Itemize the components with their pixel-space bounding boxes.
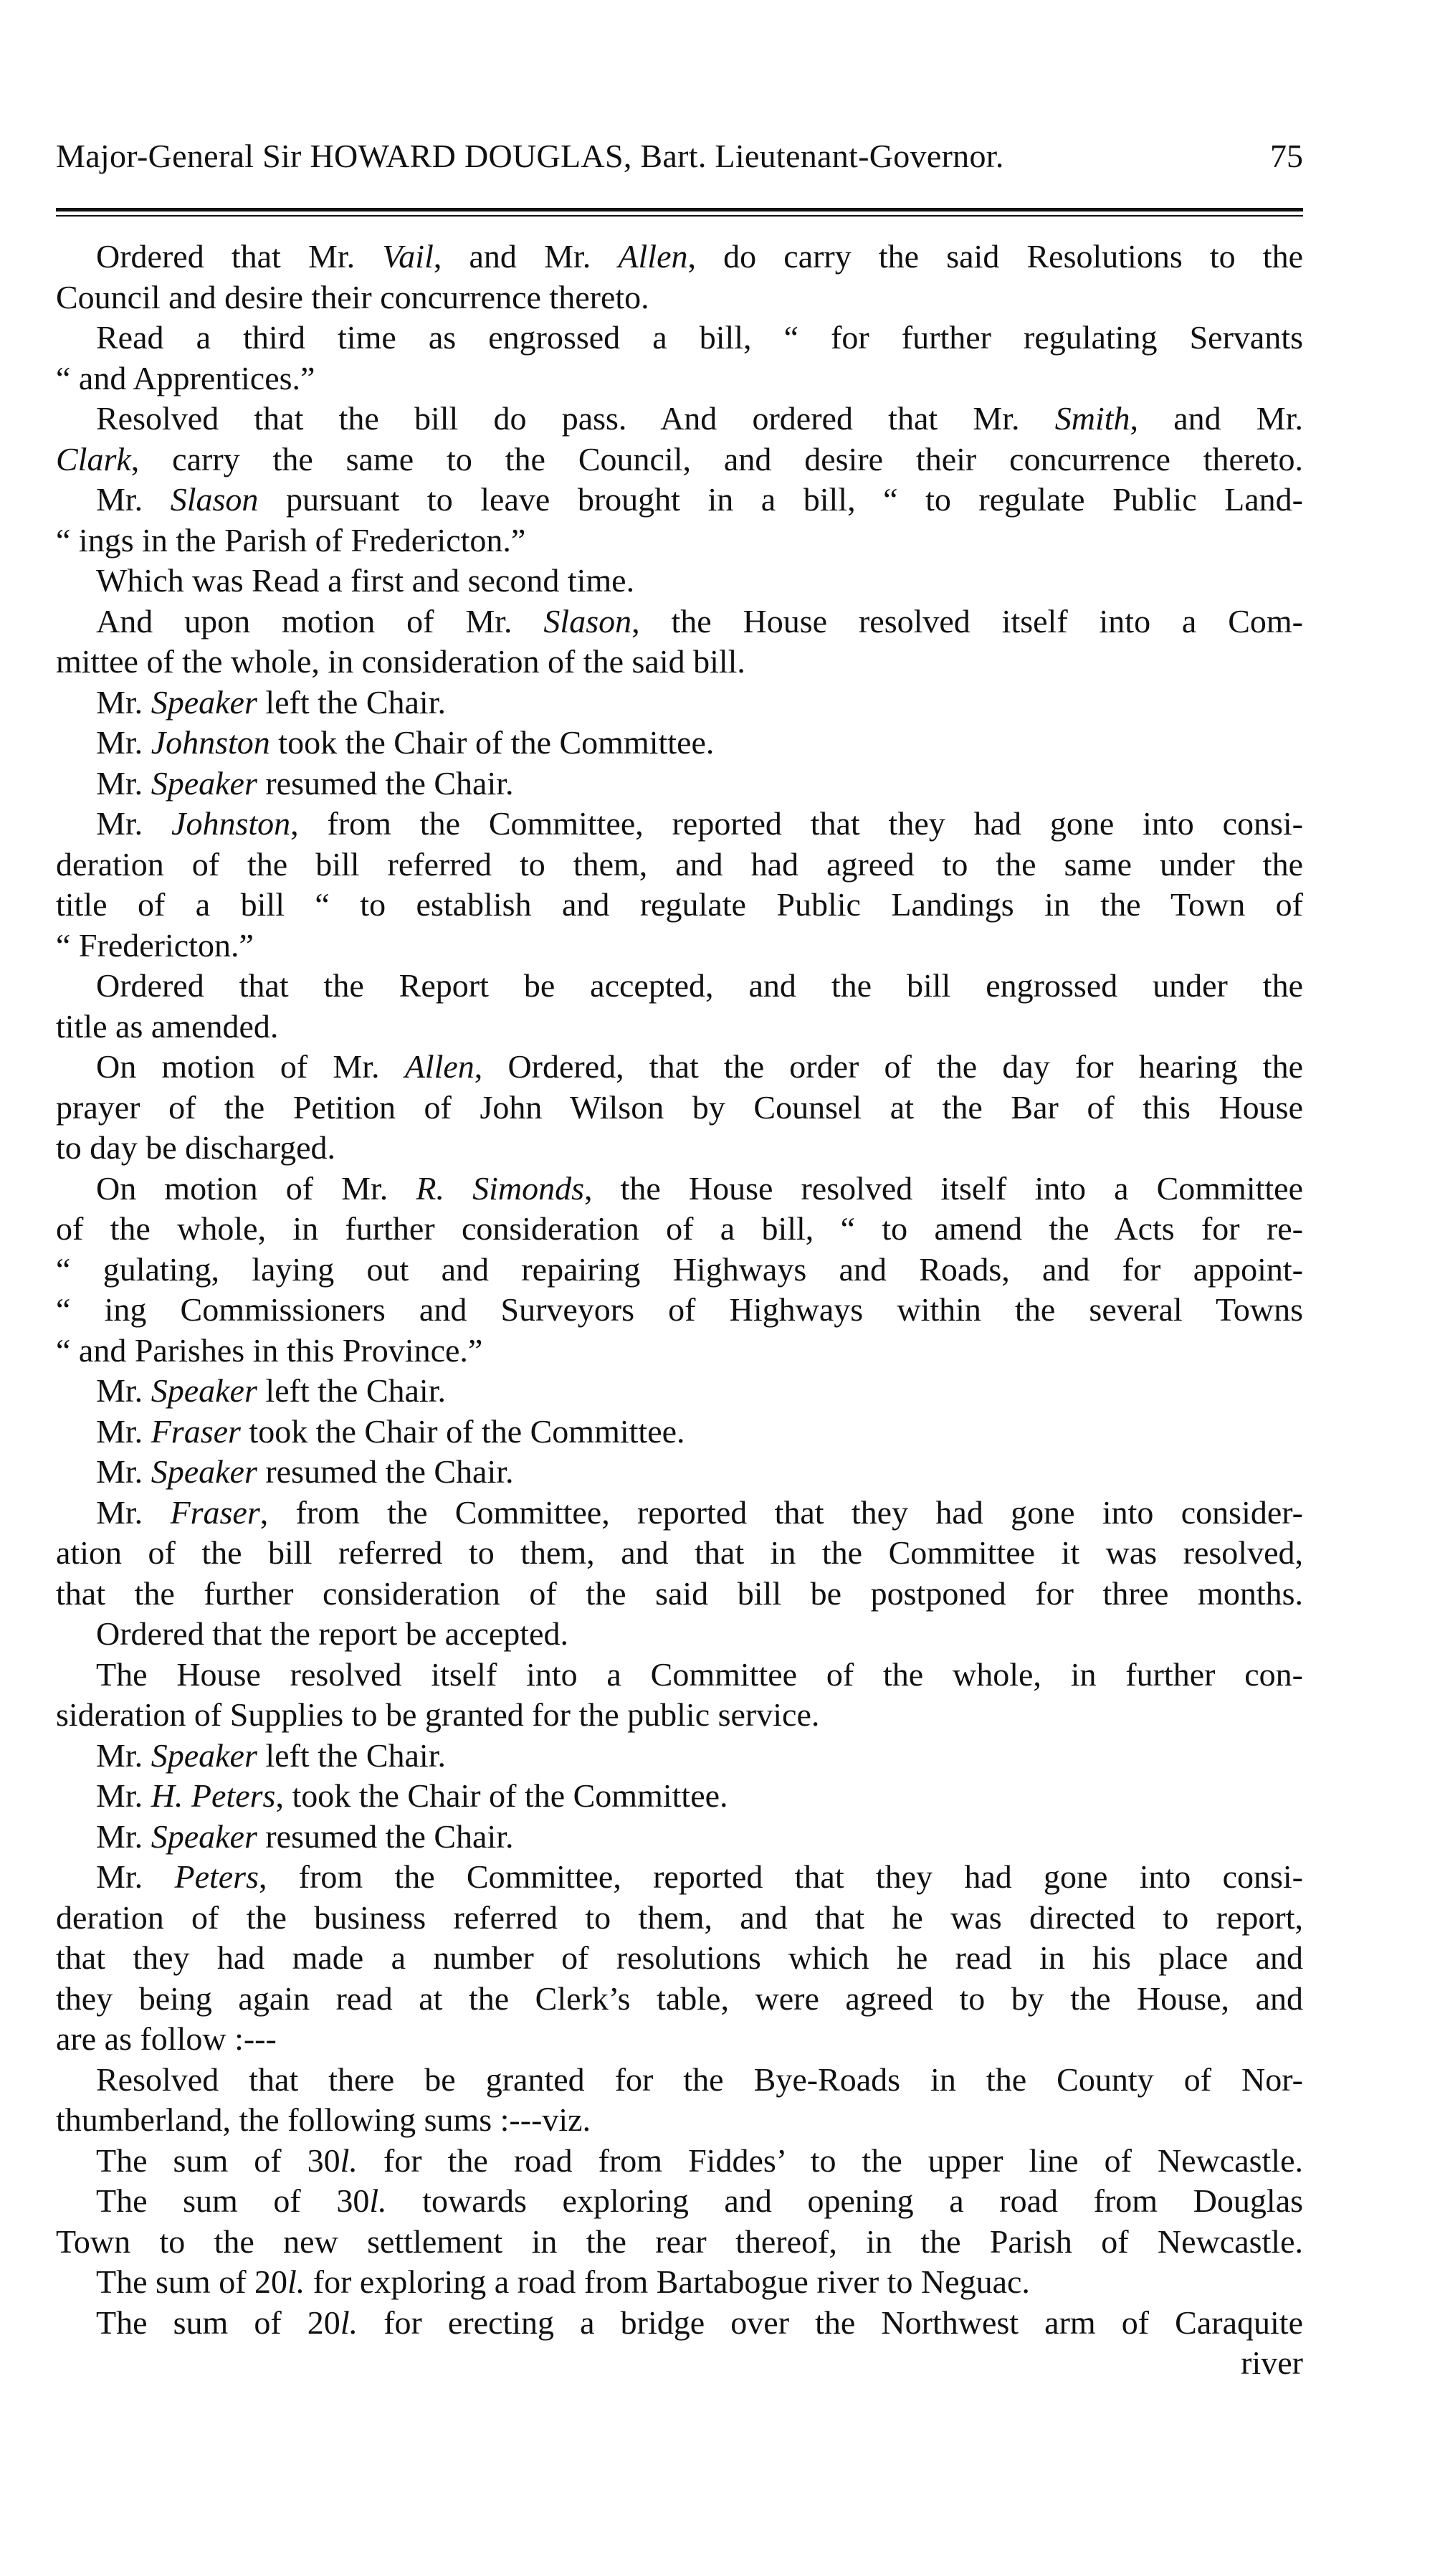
text-line: Mr. Slason pursuant to leave brought in a bill, “ to regulate Public Land- xyxy=(96,481,1303,518)
running-header xyxy=(56,135,1303,185)
text-line: Clark, carry the same to the Council, and desire their concurrence thereto. xyxy=(56,440,1303,477)
text-line: title of a bill “ to establish and regulate Public Landings in the Town of xyxy=(56,886,1303,923)
text-line: Mr. Speaker resumed the Chair. xyxy=(96,1817,514,1855)
text-line: mittee of the whole, in consideration of the said bill. xyxy=(56,643,745,680)
text-line: Which was Read a first and second time. xyxy=(96,562,635,599)
text-line: Mr. Speaker left the Chair. xyxy=(96,1372,446,1409)
journal-text-body xyxy=(56,237,1303,2384)
text-line: On motion of Mr. R. Simonds, the House resolved itself into a Committee xyxy=(96,1169,1303,1207)
text-line: ation of the bill referred to them, and that in the Committee it was resolved, xyxy=(56,1534,1303,1571)
text-line: Ordered that Mr. Vail, and Mr. Allen, do carry the said Resolutions to the xyxy=(96,238,1303,275)
text-line: Mr. Peters, from the Committee, reported that they had gone into consi- xyxy=(96,1858,1303,1895)
text-line: “ Fredericton.” xyxy=(56,926,254,964)
text-line: to day be discharged. xyxy=(56,1129,336,1166)
text-line: Council and desire their concurrence thereto. xyxy=(56,278,649,315)
header-rule-thick xyxy=(56,208,1303,212)
text-line: deration of the bill referred to them, and had agreed to the same under the xyxy=(56,845,1303,883)
text-line: sideration of Supplies to be granted for the public service. xyxy=(56,1696,820,1733)
text-line: Read a third time as engrossed a bill, “ for further regulating Servants xyxy=(96,319,1303,356)
text-line: Mr. Fraser took the Chair of the Committee. xyxy=(96,1412,685,1450)
text-line: The sum of 30l. towards exploring and opening a road from Douglas xyxy=(96,2182,1303,2219)
text-line: Mr. Speaker left the Chair. xyxy=(96,1736,446,1774)
text-line: Town to the new settlement in the rear thereof, in the Parish of Newcastle. xyxy=(56,2223,1303,2260)
text-line: Mr. Johnston, from the Committee, reported that they had gone into consi- xyxy=(96,805,1303,842)
text-line: that the further consideration of the said bill be postponed for three months. xyxy=(56,1574,1303,1612)
text-line: Mr. Speaker resumed the Chair. xyxy=(96,1453,514,1490)
text-line: Mr. Johnston took the Chair of the Committee. xyxy=(96,724,715,761)
text-line: Mr. Speaker left the Chair. xyxy=(96,683,446,721)
text-line: Resolved that the bill do pass. And ordered that Mr. Smith, and Mr. xyxy=(96,400,1303,437)
text-line: are as follow :--- xyxy=(56,2020,277,2057)
text-line: “ gulating, laying out and repairing Highways and Roads, and for appoint- xyxy=(56,1250,1303,1288)
catchword: river xyxy=(1241,2344,1303,2381)
text-line: Mr. Fraser, from the Committee, reported that they had gone into consider- xyxy=(96,1493,1303,1531)
text-line: thumberland, the following sums :---viz. xyxy=(56,2101,591,2138)
text-line: Mr. Speaker resumed the Chair. xyxy=(96,764,514,802)
text-line: Ordered that the Report be accepted, and the bill engrossed under the xyxy=(96,967,1303,1004)
text-line: title as amended. xyxy=(56,1007,279,1045)
text-line: “ and Parishes in this Province.” xyxy=(56,1331,483,1369)
text-line: that they had made a number of resolutions which he read in his place and xyxy=(56,1939,1303,1976)
text-line: The sum of 20l. for erecting a bridge over the Northwest arm of Caraquite xyxy=(96,2304,1303,2341)
text-line: The sum of 20l. for exploring a road from Bartabogue river to Neguac. xyxy=(96,2263,1030,2300)
text-line: Resolved that there be granted for the Bye-Roads in the County of Nor- xyxy=(96,2061,1303,2098)
running-header-title: Major-General Sir HOWARD DOUGLAS, Bart. Lieutenant-Governor. xyxy=(56,138,1004,174)
text-line: they being again read at the Clerk’s table, were agreed to by the House, and xyxy=(56,1979,1303,2017)
page-number: 75 xyxy=(1270,138,1303,174)
text-line: “ ings in the Parish of Fredericton.” xyxy=(56,521,526,559)
text-line: of the whole, in further consideration of a bill, “ to amend the Acts for re- xyxy=(56,1210,1303,1247)
text-line: Mr. H. Peters, took the Chair of the Committee. xyxy=(96,1777,728,1814)
text-line: And upon motion of Mr. Slason, the House resolved itself into a Com- xyxy=(96,602,1303,640)
text-line: Ordered that the report be accepted. xyxy=(96,1615,568,1652)
text-line: “ ing Commissioners and Surveyors of Highways within the several Towns xyxy=(56,1291,1303,1328)
text-line: prayer of the Petition of John Wilson by Counsel at the Bar of this House xyxy=(56,1088,1303,1126)
text-line: “ and Apprentices.” xyxy=(56,359,315,396)
text-line: On motion of Mr. Allen, Ordered, that the order of the day for hearing the xyxy=(96,1048,1303,1085)
text-line: The House resolved itself into a Committee of the whole, in further con- xyxy=(96,1655,1303,1693)
header-rule-thin xyxy=(56,215,1303,217)
text-line: The sum of 30l. for the road from Fiddes’ to the upper line of Newcastle. xyxy=(96,2142,1303,2179)
text-line: deration of the business referred to them, and that he was directed to report, xyxy=(56,1898,1303,1936)
